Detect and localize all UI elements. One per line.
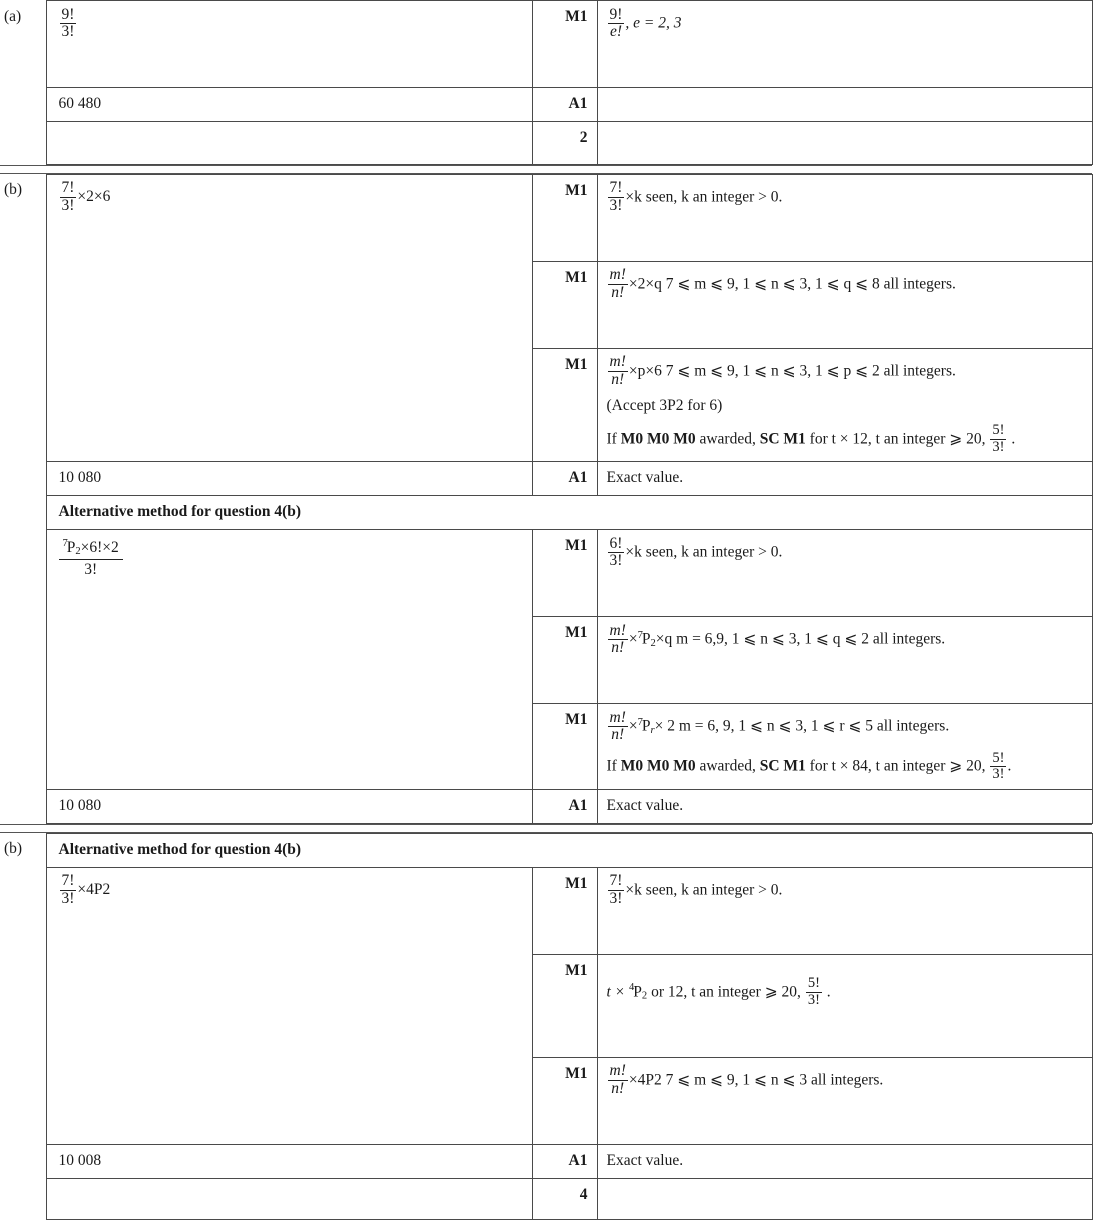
- fraction-m-over-n: $\frac{m!}{n!}$: [609, 621, 626, 657]
- working-cell: [46, 121, 532, 164]
- table-row: [0, 462, 1092, 496]
- working-suffix: ×2×6: [77, 188, 111, 206]
- table-row-total: [0, 1178, 1092, 1219]
- permutation-subscript: 2: [641, 990, 648, 1002]
- permutation-base: P: [641, 717, 651, 735]
- mark-cell: A1: [532, 1144, 597, 1178]
- fraction-7-over-3: $\frac{7!}{3!}$: [61, 179, 75, 214]
- mark-cell: A1: [532, 88, 597, 122]
- working-cell: [46, 1178, 532, 1219]
- permutation-base: P: [641, 630, 651, 648]
- working-cell: [46, 174, 532, 461]
- notes-condition: ×k seen, k an integer > 0.: [625, 188, 783, 206]
- notes-condition: ×4P2 7 ⩽ m ⩽ 9, 1 ⩽ n ⩽ 3 all integers.: [628, 1071, 884, 1089]
- fraction-5-over-3: $\frac{5!}{3!}$: [992, 422, 1005, 455]
- fraction-7-over-3: $\frac{7!}{3!}$: [609, 872, 623, 907]
- notes-cell: $\frac{m!}{n!}$ $\times^7P_r\times 2$ m = 6, 9, 1 ⩽ n ⩽ 3, 1 ⩽ r ⩽ 5 all integers. If M0 M0 M0 awarded, SC M1 for t × 84, t an integer ⩾ 20, $\frac{5!}{3!}$ .: [597, 704, 1092, 790]
- part-label-b: (b): [0, 174, 46, 461]
- fraction-9-over-e: $\frac{9!}{e!}$: [609, 5, 623, 40]
- table-row: [0, 174, 1092, 261]
- table-row: [0, 1, 1092, 88]
- table-row-alt-header: [0, 833, 1092, 867]
- notes-condition: ×2×q 7 ⩽ m ⩽ 9, 1 ⩽ n ⩽ 3, 1 ⩽ q ⩽ 8 all integers.: [628, 275, 956, 293]
- table-row: [0, 789, 1092, 823]
- part-label-empty: [0, 1178, 46, 1219]
- mark-cell: M1: [532, 530, 597, 617]
- fraction-7-over-3: $\frac{7!}{3!}$: [609, 179, 623, 214]
- notes-condition: ×k seen, k an integer > 0.: [625, 543, 783, 561]
- notes-cell: [597, 174, 1092, 261]
- notes-cell: Exact value.: [597, 462, 1092, 496]
- permutation-superscript: 7: [637, 629, 643, 641]
- mark-cell: M1: [532, 617, 597, 704]
- working-cell: [46, 867, 532, 1144]
- mark-cell: M1: [532, 954, 597, 1057]
- notes-condition: × 2 m = 6, 9, 1 ⩽ n ⩽ 3, 1 ⩽ r ⩽ 5 all integers.: [654, 717, 950, 735]
- notes-cell: [597, 867, 1092, 954]
- mark-cell: M1: [532, 261, 597, 348]
- part-label-empty: [0, 867, 46, 1144]
- part-label-empty: [0, 789, 46, 823]
- part-label-empty: [0, 462, 46, 496]
- total-mark-cell: 4: [532, 1178, 597, 1219]
- working-cell: 10 008: [46, 1144, 532, 1178]
- table-row: [0, 867, 1092, 954]
- notes-cell: [597, 1, 1092, 88]
- permutation-base: P: [633, 983, 642, 1001]
- part-label-b2: (b): [0, 833, 46, 867]
- alternative-method-header: Alternative method for question 4(b): [46, 496, 1092, 530]
- permutation-subscript: r: [650, 725, 655, 737]
- notes-cell: Exact value.: [597, 1144, 1092, 1178]
- part-label-empty: [0, 1144, 46, 1178]
- notes-cell: Exact value.: [597, 789, 1092, 823]
- notes-cell: [597, 348, 1092, 461]
- working-cell: [46, 1, 532, 88]
- mark-cell: M1: [532, 704, 597, 790]
- notes-cell: $t \times ^4P_2$ or 12, t an integer ⩾ 20, $\frac{5!}{3!}$ .: [597, 954, 1092, 1057]
- mark-cell: M1: [532, 348, 597, 461]
- permutation-subscript: 2: [650, 638, 656, 650]
- notes-condition: ×q m = 6,9, 1 ⩽ n ⩽ 3, 1 ⩽ q ⩽ 2 all integers.: [655, 630, 946, 648]
- notes-cell: [597, 1178, 1092, 1219]
- fraction-5-over-3: $\frac{5!}{3!}$: [807, 975, 820, 1008]
- notes-special-case-line: If M0 M0 M0 awarded, SC M1 for t × 84, t an integer ⩾ 20, $\frac{5!}{3!}$ .: [606, 749, 1012, 782]
- working-cell: [46, 530, 532, 790]
- table-row: [0, 530, 1092, 617]
- mark-cell: M1: [532, 174, 597, 261]
- section-separator: [0, 823, 1092, 833]
- table-row: [0, 1144, 1092, 1178]
- part-label-empty: [0, 496, 46, 530]
- notes-cell: [597, 261, 1092, 348]
- mark-cell: A1: [532, 789, 597, 823]
- mark-cell: M1: [532, 1, 597, 88]
- fraction-9-over-3: $\frac{9!}{3!}$: [61, 5, 75, 40]
- notes-condition: , e = 2, 3: [625, 14, 682, 32]
- fraction-7-over-3: $\frac{7!}{3!}$: [61, 872, 75, 907]
- fraction-5-over-3: $\frac{5!}{3!}$: [992, 749, 1005, 782]
- mark-cell: M1: [532, 867, 597, 954]
- working-cell: 10 080: [46, 462, 532, 496]
- mark-cell: M1: [532, 1057, 597, 1144]
- fraction-7p2-6fact-2-over-3fact: $\frac{^7P_2\times 6!\times 2}{3!}$: [59, 538, 123, 579]
- part-label-empty: [0, 530, 46, 790]
- notes-cell: [597, 121, 1092, 164]
- notes-cell: [597, 530, 1092, 617]
- working-cell: 60 480: [46, 88, 532, 122]
- notes-cell: [597, 88, 1092, 122]
- permutation-superscript: 7: [637, 716, 643, 728]
- notes-accept-line: (Accept 3P2 for 6): [606, 396, 723, 414]
- part-label-a: (a): [0, 1, 46, 165]
- notes-condition: ×p×6 7 ⩽ m ⩽ 9, 1 ⩽ n ⩽ 3, 1 ⩽ p ⩽ 2 all integers.: [628, 362, 956, 380]
- fraction-m-over-n: $\frac{m!}{n!}$: [609, 266, 626, 301]
- table-row-alt-header: [0, 496, 1092, 530]
- working-suffix: ×4P2: [77, 881, 111, 899]
- fraction-m-over-n: $\frac{m!}{n!}$: [609, 1062, 626, 1097]
- total-mark-cell: 2: [532, 121, 597, 164]
- working-cell: 10 080: [46, 789, 532, 823]
- fraction-m-over-n: $\frac{m!}{n!}$: [609, 353, 626, 388]
- alternative-method-header: Alternative method for question 4(b): [46, 833, 1092, 867]
- table-row-total: [0, 121, 1092, 164]
- notes-cell: $\frac{m!}{n!}$ $\times^7P_2\times q$ m = 6,9, 1 ⩽ n ⩽ 3, 1 ⩽ q ⩽ 2 all integers.: [597, 617, 1092, 704]
- section-separator: [0, 164, 1092, 174]
- mark-cell: A1: [532, 462, 597, 496]
- notes-special-case-line: If M0 M0 M0 awarded, SC M1 for t × 12, t an integer ⩾ 20, $\frac{5!}{3!}$ .: [606, 422, 1016, 455]
- permutation-superscript: 4: [629, 982, 635, 994]
- notes-condition: ×k seen, k an integer > 0.: [625, 881, 783, 899]
- notes-cell: [597, 1057, 1092, 1144]
- table-row: [0, 88, 1092, 122]
- fraction-m-over-n: $\frac{m!}{n!}$: [609, 708, 626, 744]
- fraction-6-over-3: $\frac{6!}{3!}$: [609, 534, 623, 570]
